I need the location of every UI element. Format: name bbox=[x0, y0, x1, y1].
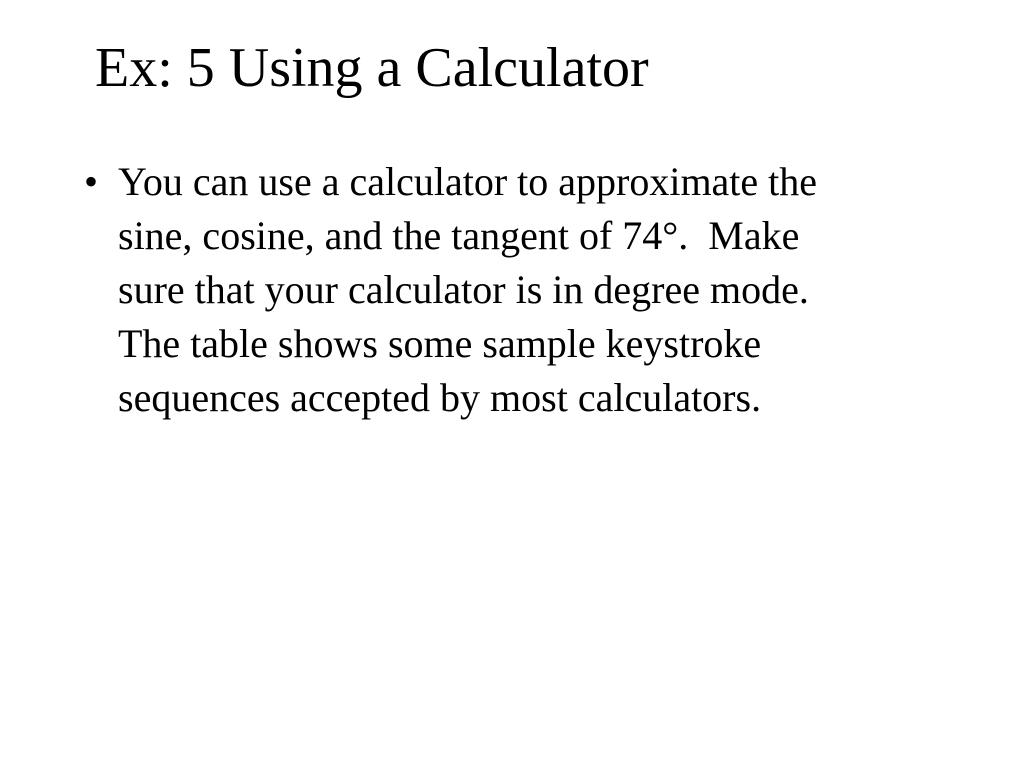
slide-title: Ex: 5 Using a Calculator bbox=[95, 37, 649, 99]
bullet-text-line: sequences accepted by most calculators. bbox=[118, 375, 762, 420]
bullet-text-line: sine, cosine, and the tangent of 74°. Make bbox=[118, 213, 800, 258]
bullet-item bbox=[80, 155, 950, 425]
bullet-list bbox=[80, 155, 950, 425]
bullet-icon: • bbox=[84, 159, 99, 204]
bullet-text-line: The table shows some sample keystroke bbox=[118, 321, 762, 366]
bullet-text-line: You can use a calculator to approximate the bbox=[118, 159, 818, 204]
bullet-text-line: sure that your calculator is in degree mode. bbox=[118, 267, 809, 312]
